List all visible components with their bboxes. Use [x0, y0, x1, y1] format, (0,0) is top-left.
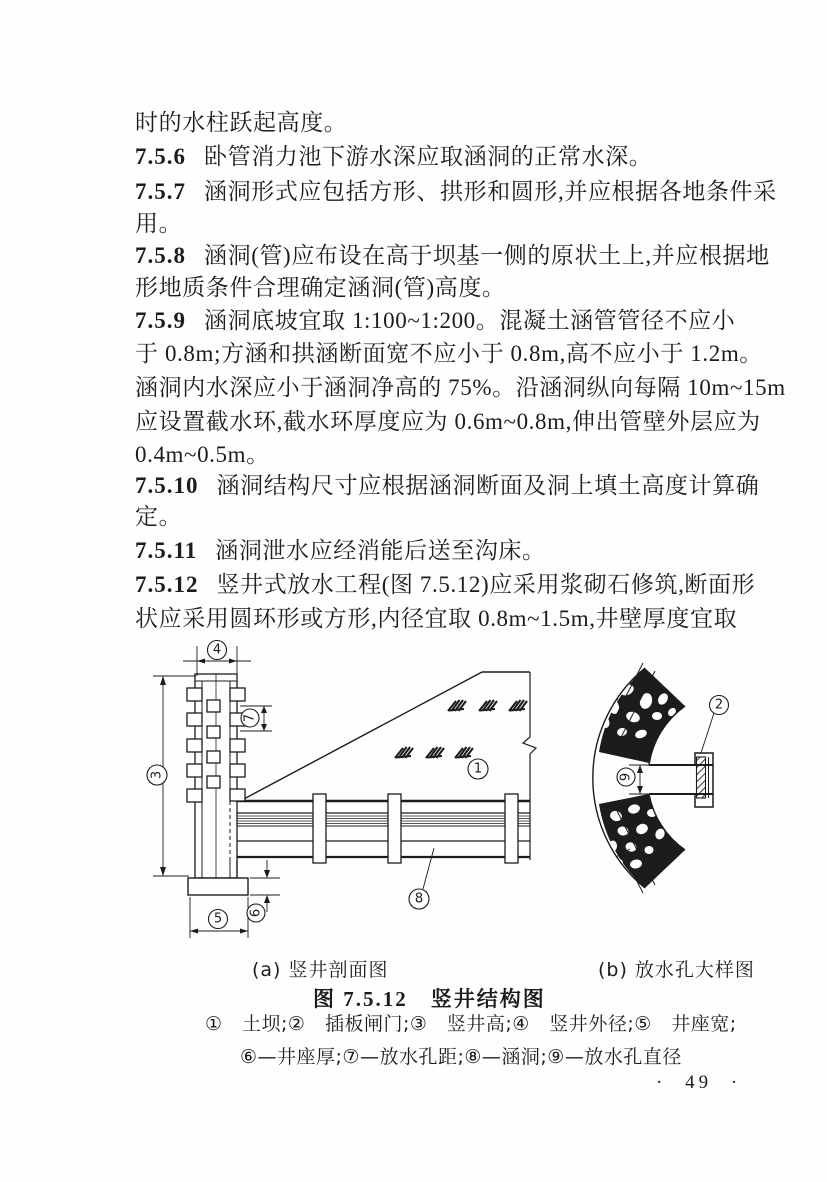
body-line: 涵洞内水深应小于涵洞净高的 75%。沿涵洞纵向每隔 10m~15m: [135, 375, 786, 400]
page-number: · 49 ·: [656, 1072, 742, 1093]
body-line: 于 0.8m;方涵和拱涵断面宽不应小于 0.8m,高不应小于 1.2m。: [135, 341, 763, 366]
gate-leader: [701, 713, 714, 753]
culvert-leader: [423, 848, 434, 889]
body-line: 7.5.7 涵洞形式应包括方形、拱形和圆形,并应根据各地条件采: [135, 179, 777, 204]
figure-caption-a: (a) 竖井剖面图: [252, 959, 389, 981]
body-line: 时的水柱跃起高度。: [135, 110, 348, 135]
svg-text:5: 5: [213, 911, 223, 927]
callout-shaft-height: [147, 765, 167, 785]
figure-legend-line2: ⑥—井座厚;⑦—放水孔距;⑧—涵洞;⑨—放水孔直径: [240, 1046, 682, 1068]
culvert-pipe: [237, 801, 530, 857]
body-line: 形地质条件合理确定涵洞(管)高度。: [135, 275, 506, 300]
figure-title: 图 7.5.12 竖井结构图: [313, 987, 546, 1011]
svg-text:7: 7: [242, 713, 258, 723]
figure-caption-b: (b) 放水孔大样图: [598, 959, 755, 981]
callout-hole-diameter: [617, 768, 635, 786]
figure-legend-line1: ① 土坝;② 插板闸门;③ 竖井高;④ 竖井外径;⑤ 井座宽;: [205, 1013, 737, 1035]
svg-text:3: 3: [149, 770, 165, 780]
grass-symbols: [395, 700, 527, 758]
body-line: 状应采用圆环形或方形,内径宜取 0.8m~1.5m,井壁厚度宜取: [135, 606, 738, 631]
svg-text:2: 2: [714, 697, 724, 713]
body-line: 用。: [135, 211, 183, 236]
body-line: 7.5.9 涵洞底坡宜取 1:100~1:200。混凝土涵管管径不应小: [135, 308, 736, 333]
callout-gate: [710, 696, 729, 715]
body-line: 7.5.6 卧管消力池下游水深应取涵洞的正常水深。: [135, 144, 653, 169]
body-line: 应设置截水环,截水环厚度应为 0.6m~0.8m,伸出管壁外层应为: [135, 409, 761, 434]
body-line: 7.5.10 涵洞结构尺寸应根据涵洞断面及洞上填土高度计算确: [135, 473, 760, 498]
body-line: 7.5.12 竖井式放水工程(图 7.5.12)应采用浆砌石修筑,断面形: [135, 572, 756, 597]
svg-text:1: 1: [473, 761, 483, 777]
callout-seat-thickness: [247, 904, 265, 922]
outlet-hole-detail: [593, 663, 714, 893]
body-line: 定。: [135, 504, 183, 529]
figure-7-5-12-drawing: [0, 630, 827, 945]
svg-text:4: 4: [212, 642, 222, 658]
callout-hole-spacing: [241, 709, 259, 727]
shaft-seat: [188, 878, 248, 895]
body-line: 7.5.11 涵洞泄水应经消能后送至沟床。: [135, 538, 546, 563]
svg-text:8: 8: [414, 891, 424, 907]
body-line: 0.4m~0.5m。: [135, 442, 270, 467]
callout-shaft-outer-diameter: [208, 641, 227, 660]
callout-culvert: [409, 889, 429, 909]
svg-text:6: 6: [248, 908, 264, 918]
callout-dam: [468, 759, 488, 779]
callout-seat-width: [209, 910, 228, 929]
cutoff-collars: [313, 794, 518, 863]
body-line: 7.5.8 涵洞(管)应布设在高于坝基一侧的原状土上,并应根据地: [135, 243, 770, 268]
vertical-shaft: [187, 674, 245, 895]
slide-gate: [697, 757, 706, 798]
outlet-channel: [649, 753, 713, 807]
svg-text:9: 9: [618, 772, 634, 782]
